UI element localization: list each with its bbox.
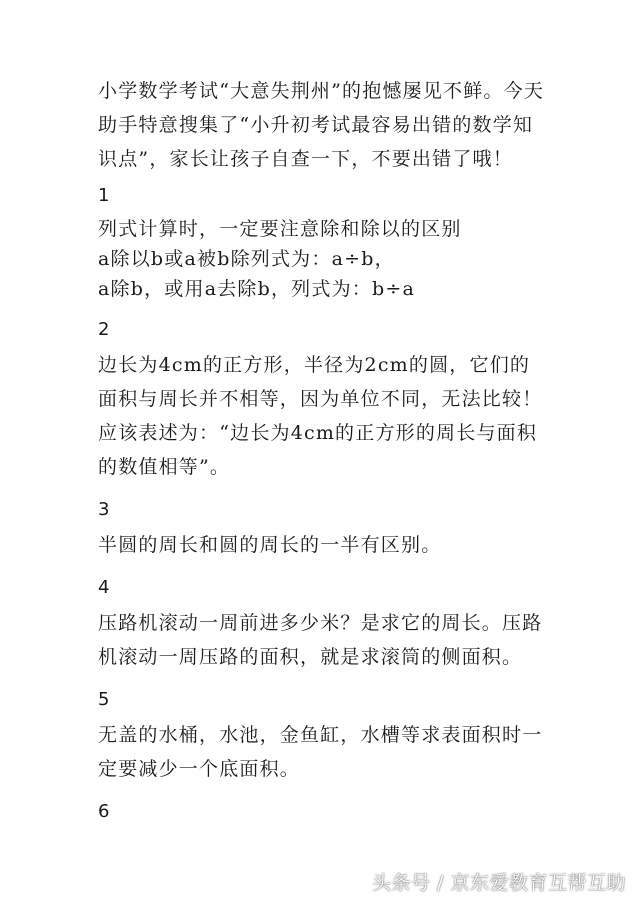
watermark: 头条号 / 京东爱教育互帮互助: [372, 872, 626, 894]
section-number: 2: [98, 319, 110, 340]
section-1: [98, 182, 548, 304]
section-text: a除b，或用a去除b，列式为：b÷a: [98, 278, 415, 300]
section-number: 4: [98, 577, 110, 598]
intro-paragraph: 小学数学考试“大意失荆州”的抱憾屡见不鲜。今天助手特意搜集了“小升初考试最容易出错的数学知识点”，家长让孩子自查一下，不要出错了哦！: [98, 80, 545, 170]
section-number: 5: [98, 689, 110, 710]
section-3: [98, 496, 548, 562]
section-text: a除以b或a被b除列式为：a÷b，: [98, 248, 395, 270]
section-text: 边长为4cm的正方形，半径为2cm的圆，它们的面积与周长并不相等，因为单位不同，无法比较！应该表述为：“边长为4cm的正方形的周长与面积的数值相等”。: [98, 354, 543, 478]
section-5: [98, 686, 548, 786]
section-text: 列式计算时，一定要注意除和除以的区别: [98, 218, 462, 240]
section-text: 半圆的周长和圆的周长的一半有区别。: [98, 534, 442, 556]
article-body: [98, 74, 548, 830]
section-6: [98, 798, 548, 826]
section-number: 1: [98, 185, 110, 206]
section-2: [98, 316, 548, 484]
section-4: [98, 574, 548, 674]
section-number: 6: [98, 801, 110, 822]
section-text: 压路机滚动一周前进多少米？是求它的周长。压路机滚动一周压路的面积，就是求滚筒的侧面积。: [98, 612, 543, 668]
section-text: 无盖的水桶，水池，金鱼缸，水槽等求表面积时一定要减少一个底面积。: [98, 724, 543, 780]
section-number: 3: [98, 499, 110, 520]
